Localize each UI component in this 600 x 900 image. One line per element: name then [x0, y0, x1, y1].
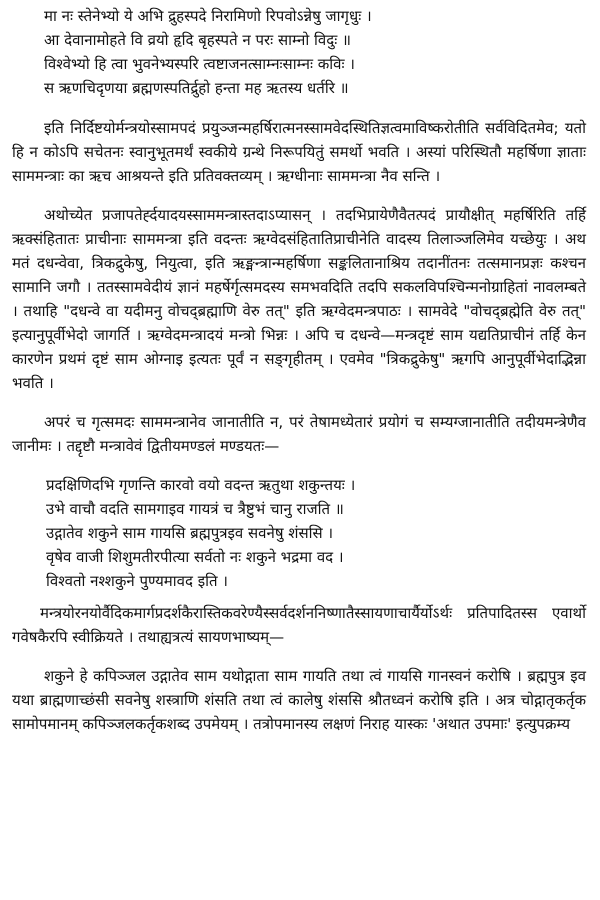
verse-block-1 [12, 4, 586, 100]
verse-line: वृषेव वाजी शिशुमतीरपीत्या सर्वतो नः शकुने भद्रमा वद । [46, 548, 344, 566]
paragraph-4: मन्त्रयोरनयोर्वैदिकमार्गप्रदर्शकैरास्तिकवरेण्यैस्सर्वदर्शननिष्णातैस्सायणाचार्यैर्योऽर्थः प्रतिपादितस्स एवार्थो गवेषकैरपि स्वीक्रियते । तथाह्यत्रत्यं सायणभाष्यम्— [12, 604, 586, 646]
verse-block-2 [12, 473, 586, 593]
verse-line: उभे वाचौ वदति सामगाइव गायत्रं च त्रैष्टुभं चानु राजति ॥ [46, 500, 344, 518]
verse-line: मा नः स्तेनेभ्यो ये अभि द्रुहस्पदे निरामिणो रिपवोऽन्नेषु जागृधुः । [44, 7, 372, 25]
verse-line: विश्वतो नश्शकुने पुण्यमावद इति । [46, 572, 228, 590]
verse-line: स ऋणचिदृणया ब्रह्मणस्पतिर्द्रुहो हन्ता मह ऋतस्य धर्तरि ॥ [44, 79, 349, 97]
paragraph-1: इति निर्दिष्टयोर्मन्त्रयोस्सामपदं प्रयुञ्जन्महर्षिरात्मनस्सामवेदस्थितिज्ञत्वमाविष्करोतीति सर्वविदितमेव; यतो हि न कोऽपि सचेतनः स्वानुभूतमर्थं स्वकीये ग्रन्थे निरूपयितुं समर्थो भवति । अस्यां परिस्थितौ महर्षिणा ज्ञाताः साममन्त्राः का ऋच आश्रयन्ते इति प्रतिवक्तव्यम् । ऋग्धीनाः साममन्त्रा नैव सन्ति । [12, 119, 586, 185]
verse-line: विश्वेभ्यो हि त्वा भुवनेभ्यस्परि त्वष्टाजनत्साम्नःसाम्नः कविः । [44, 55, 355, 73]
verse-line: प्रदक्षिणिदभि गृणन्ति कारवो वयो वदन्त ऋतुथा शकुन्तयः । [46, 476, 356, 494]
paragraph-5: शकुने हे कपिञ्जल उद्गातेव साम यथोद्गाता साम गायति तथा त्वं गायसि गानस्वनं करोषि । ब्रह्मपुत्र इव यथा ब्राह्मणाच्छंसी सवनेषु शस्त्राणि शंसति तथा त्वं कालेषु शंससि श्रौतध्वनं करोषि इति । अत्र चोद्गातृकर्तृक सामोपमानम् कपिञ्जलकर्तृकशब्द उपमेयम् । तत्रोपमानस्य लक्षणं निराह यास्कः 'अथात उपमाः' इत्युपक्रम्य [12, 667, 586, 733]
verse-line: उद्गातेव शकुने साम गायसि ब्रह्मपुत्रइव सवनेषु शंससि । [46, 524, 334, 542]
paragraph-2: अथोच्येत प्रजापतेर्ह्दयादयस्साममन्त्रास्तदाऽप्यासन् । तदभिप्रायेणैवैतत्पदं प्रायौक्षीत् महर्षिरिति तर्हि ऋक्संहितातः प्राचीनाः साममन्त्रा इति वदन्तः ऋग्वेदसंहितातिप्राचीनेति वादस्य तिलाञ्जलिमेव यच्छेयुः । अथ मतं दधन्वेवा, त्रिकद्रुकेषु, नियुत्वा, इति ऋङ्मन्त्रान्महर्षिणा सङ्कलितानाश्रिय तदानींतनः तत्समानप्रज्ञः कश्चन सामानि जगौ । ततस्सामवेदीयं ज्ञानं महर्षेर्गृत्समदस्य समभवदिति तदपि सकलविपश्चिन्मनोग्राहितां नावलम्बते । तथाहि "दधन्वे वा यदीमनु वोचद्ब्रह्माणि वेरु तत्" इति ऋग्वेदमन्त्रपाठः । सामवेदे "वोचद्ब्रह्मेति वेरु तत्" इत्यानुपूर्वीभेदो जागर्ति । ऋग्वेदमन्त्रादयं मन्त्रो भिन्नः । अपि च दधन्वे—मन्त्रदृष्टं साम यद्यतिप्राचीनं तर्हि केन कारणेन प्रथमं दृष्टं साम ओग्नाइ इत्यतः पूर्वं न सङ्गृहीतम् । एवमेव "त्रिकद्रुकेषु" ऋगपि आनुपूर्वीभेदाद्भिन्ना भवति । [12, 206, 586, 392]
paragraph-3: अपरं च गृत्समदः साममन्त्रानेव जानातीति न, परं तेषामध्येतारं प्रयोगं च सम्यग्जानातीति तदीयमन्त्रेणैव जानीमः । तद्दृष्टौ मन्त्रावेवं द्वितीयमण्डलं मण्डयतः— [12, 413, 586, 455]
verse-line: आ देवानामोहते वि व्रयो हृदि बृहस्पते न परः साम्नो विदुः ॥ [44, 31, 351, 49]
